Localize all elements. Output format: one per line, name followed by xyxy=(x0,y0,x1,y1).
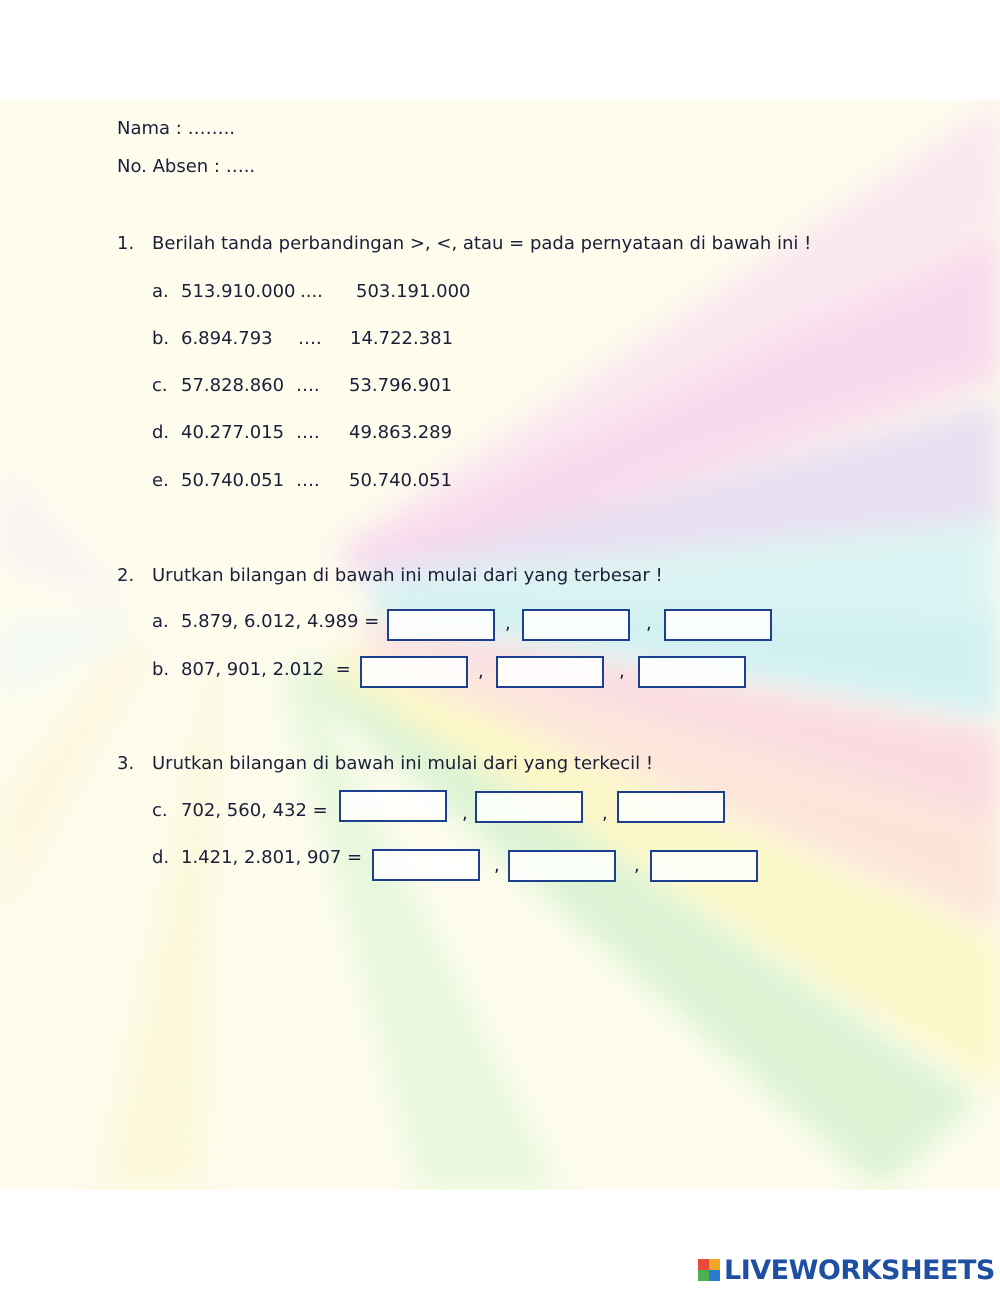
left-number: 40.277.015 xyxy=(181,422,285,443)
question-2-prompt: Urutkan bilangan di bawah ini mulai dari yang terbesar ! xyxy=(152,565,663,586)
right-number: 503.191.000 xyxy=(356,281,471,302)
left-number: 50.740.051 xyxy=(181,470,285,491)
logo-square-orange xyxy=(709,1259,720,1270)
right-number: 53.796.901 xyxy=(349,375,453,396)
answer-box-3[interactable] xyxy=(638,656,746,688)
number-list: 1.421, 2.801, 907 = xyxy=(181,847,363,868)
answer-box-2[interactable] xyxy=(496,656,604,688)
right-number: 14.722.381 xyxy=(350,328,454,349)
item-letter: d. xyxy=(152,847,170,868)
item-letter: a. xyxy=(152,281,169,302)
question-1-prompt: Berilah tanda perbandingan >, <, atau = pada pernyataan di bawah ini ! xyxy=(152,233,812,254)
right-number: 50.740.051 xyxy=(349,470,453,491)
answer-box-3[interactable] xyxy=(664,609,772,641)
logo-wordmark: LIVEWORKSHEETS xyxy=(724,1254,995,1286)
comma-separator: , xyxy=(634,855,640,876)
answer-box-2[interactable] xyxy=(522,609,630,641)
comparison-blank[interactable]: …. xyxy=(296,375,320,396)
number-list: 807, 901, 2.012 = xyxy=(181,659,351,680)
name-field-label: Nama : …….. xyxy=(117,118,236,139)
number-list: 5.879, 6.012, 4.989 = xyxy=(181,611,380,632)
answer-box-1[interactable] xyxy=(339,790,447,822)
question-3-prompt: Urutkan bilangan di bawah ini mulai dari yang terkecil ! xyxy=(152,753,654,774)
answer-box-2[interactable] xyxy=(475,791,583,823)
answer-box-2[interactable] xyxy=(508,850,616,882)
question-1-number: 1. xyxy=(117,233,135,254)
pastel-pencils-background xyxy=(0,100,1000,1190)
logo-square-blue xyxy=(709,1270,720,1281)
comma-separator: , xyxy=(646,613,652,634)
left-number: 6.894.793 xyxy=(181,328,273,349)
comma-separator: , xyxy=(494,855,500,876)
right-number: 49.863.289 xyxy=(349,422,453,443)
answer-box-3[interactable] xyxy=(650,850,758,882)
comparison-blank[interactable]: .... xyxy=(300,281,323,302)
item-letter: a. xyxy=(152,611,169,632)
comparison-blank[interactable]: …. xyxy=(298,328,322,349)
logo-square-green xyxy=(698,1270,709,1281)
left-number: 513.910.000 xyxy=(181,281,296,302)
comma-separator: , xyxy=(505,613,511,634)
item-letter: b. xyxy=(152,328,170,349)
comma-separator: , xyxy=(602,803,608,824)
item-letter: e. xyxy=(152,470,169,491)
number-list: 702, 560, 432 = xyxy=(181,800,328,821)
question-3-number: 3. xyxy=(117,753,135,774)
comparison-blank[interactable]: …. xyxy=(296,470,320,491)
item-letter: b. xyxy=(152,659,170,680)
comparison-blank[interactable]: …. xyxy=(296,422,320,443)
comma-separator: , xyxy=(478,661,484,682)
attendance-number-label: No. Absen : ….. xyxy=(117,156,256,177)
item-letter: c. xyxy=(152,800,168,821)
liveworksheets-logo-icon xyxy=(698,1259,720,1281)
answer-box-1[interactable] xyxy=(360,656,468,688)
item-letter: d. xyxy=(152,422,170,443)
answer-box-1[interactable] xyxy=(387,609,495,641)
item-letter: c. xyxy=(152,375,168,396)
left-number: 57.828.860 xyxy=(181,375,285,396)
logo-square-red xyxy=(698,1259,709,1270)
comma-separator: , xyxy=(462,803,468,824)
answer-box-3[interactable] xyxy=(617,791,725,823)
answer-box-1[interactable] xyxy=(372,849,480,881)
liveworksheets-logo xyxy=(698,1254,995,1286)
question-2-number: 2. xyxy=(117,565,135,586)
comma-separator: , xyxy=(619,661,625,682)
